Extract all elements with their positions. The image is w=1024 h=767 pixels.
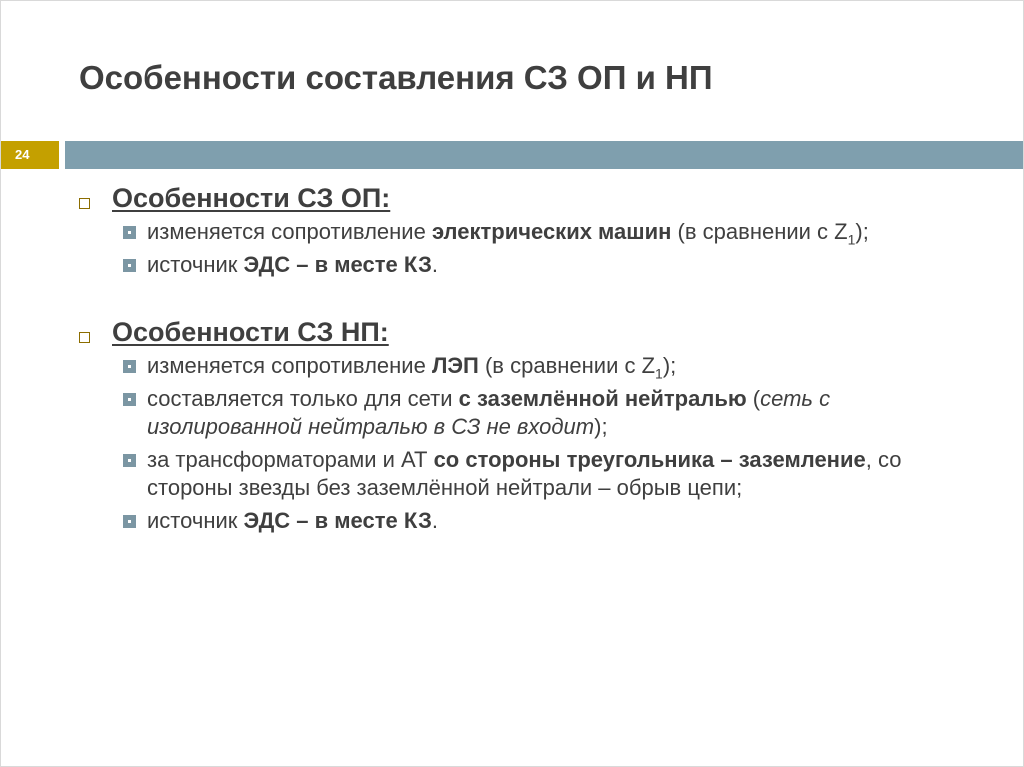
list-item-text bbox=[147, 251, 967, 279]
filled-square-bullet-icon bbox=[123, 393, 136, 406]
list-item bbox=[123, 507, 979, 535]
text-run: ЭДС – в месте КЗ bbox=[243, 508, 432, 533]
list-item-text bbox=[147, 352, 967, 380]
section bbox=[79, 183, 979, 279]
text-run: изменяется сопротивление bbox=[147, 353, 432, 378]
section-heading: Особенности СЗ ОП: bbox=[112, 183, 391, 213]
text-run: . bbox=[431, 508, 439, 533]
text-run: источник bbox=[147, 252, 244, 277]
text-run: электрических машин bbox=[431, 219, 672, 244]
text-run: ЛЭП bbox=[431, 353, 479, 378]
list-item bbox=[123, 446, 979, 502]
text-run: (в сравнении с Z bbox=[478, 353, 656, 378]
square-bullet-icon bbox=[79, 332, 90, 343]
text-run: 1 bbox=[655, 365, 663, 382]
list-item bbox=[123, 385, 979, 441]
text-run: , со стороны звезды без заземлённой нейтрали – обрыв цепи; bbox=[147, 447, 902, 500]
section-heading-row bbox=[79, 317, 979, 348]
filled-square-bullet-icon bbox=[123, 515, 136, 528]
text-run: ( bbox=[746, 386, 761, 411]
text-run: за трансформаторами и АТ bbox=[147, 447, 434, 472]
square-bullet-icon bbox=[79, 198, 90, 209]
text-run: ЭДС – в месте КЗ bbox=[243, 252, 432, 277]
list-item-text bbox=[147, 507, 967, 535]
list-item bbox=[123, 352, 979, 380]
list-item-text bbox=[147, 385, 967, 441]
filled-square-bullet-icon bbox=[123, 360, 136, 373]
text-run: изменяется сопротивление bbox=[147, 219, 432, 244]
list-item bbox=[123, 251, 979, 279]
text-run: с заземлённой нейтралью bbox=[458, 386, 747, 411]
text-run: (в сравнении с Z bbox=[671, 219, 848, 244]
accent-bar bbox=[65, 141, 1023, 169]
text-run: со стороны треугольника – заземление bbox=[433, 447, 866, 472]
section-heading-row bbox=[79, 183, 979, 214]
text-run: источник bbox=[147, 508, 244, 533]
slide-number-badge: 24 bbox=[1, 141, 59, 169]
slide-title: Особенности составления СЗ ОП и НП bbox=[79, 59, 713, 96]
bullet-list bbox=[123, 218, 979, 279]
text-run: ); bbox=[662, 353, 677, 378]
slide-content bbox=[79, 183, 979, 573]
text-run: составляется только для сети bbox=[147, 386, 459, 411]
list-item bbox=[123, 218, 979, 246]
filled-square-bullet-icon bbox=[123, 454, 136, 467]
section-heading: Особенности СЗ НП: bbox=[112, 317, 389, 347]
bullet-list bbox=[123, 352, 979, 535]
text-run: сеть с изолированной нейтралью в СЗ не входит bbox=[147, 386, 831, 439]
text-run: ); bbox=[855, 219, 869, 244]
filled-square-bullet-icon bbox=[123, 226, 136, 239]
text-run: ); bbox=[594, 414, 608, 439]
section bbox=[79, 317, 979, 535]
text-run: . bbox=[431, 252, 439, 277]
text-run: 1 bbox=[847, 231, 856, 248]
filled-square-bullet-icon bbox=[123, 259, 136, 272]
list-item-text bbox=[147, 218, 967, 246]
list-item-text bbox=[147, 446, 967, 502]
